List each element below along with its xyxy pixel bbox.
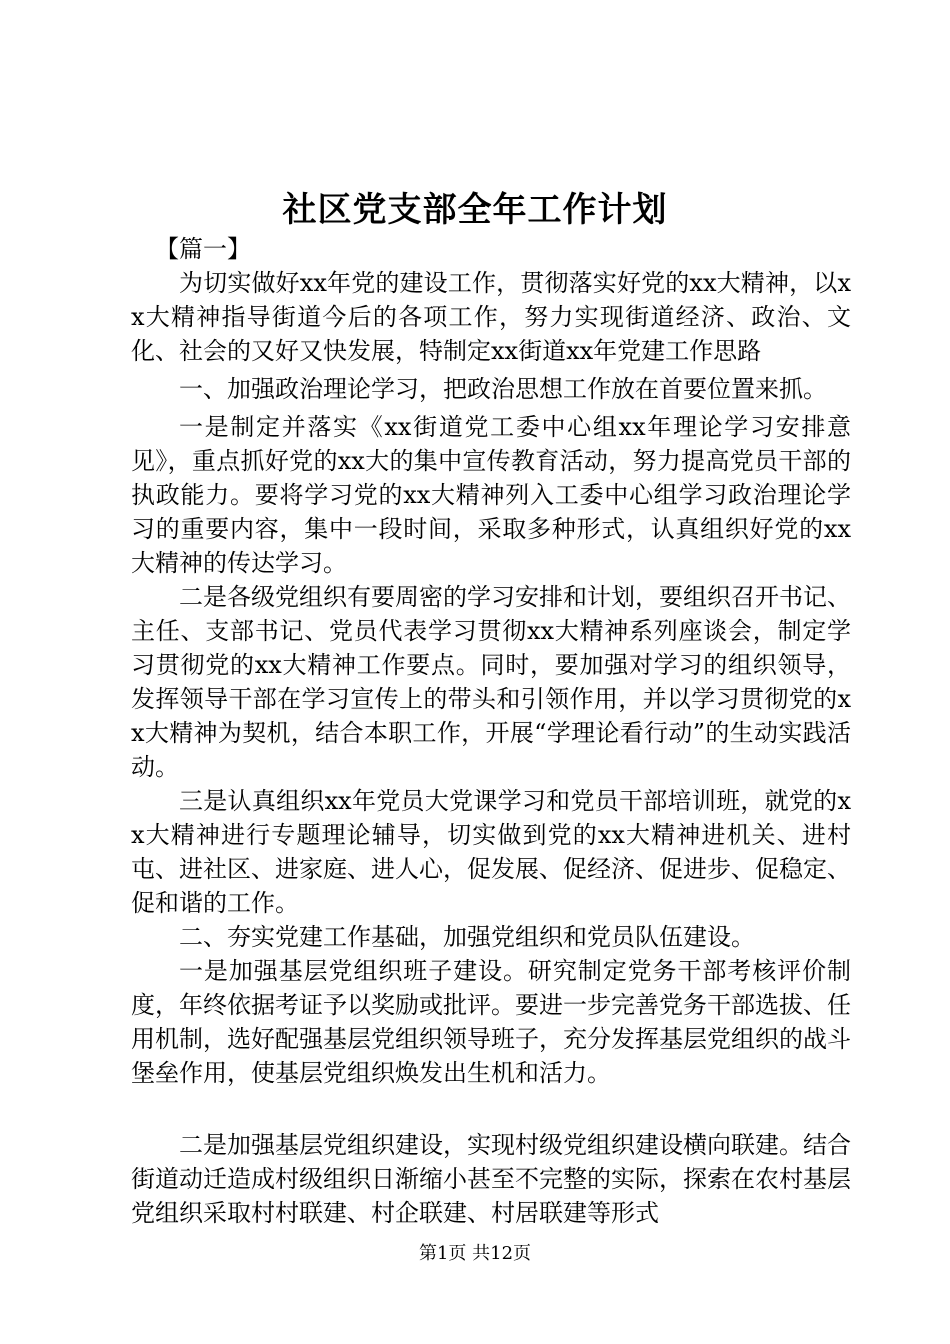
paragraph-point-2-2: 二是加强基层党组织建设，实现村级党组织建设横向联建。结合街道动迁造成村级组织日渐缩小甚至不完整的实际，探索在农村基层党组织采取村村联建、村企联建、村居联建等形式 — [131, 1131, 851, 1227]
page-footer: 第1页 共12页 — [418, 1243, 532, 1264]
paragraph-point-1-3: 三是认真组织xx年党员大党课学习和党员干部培训班，就党的xx大精神进行专题理论辅导，切实做到党的xx大精神进机关、进村屯、进社区、进家庭、进人心，促发展、促经济、促进步、促稳定、促和谐的工作。 — [131, 787, 851, 917]
paragraph-point-1-1: 一是制定并落实《xx街道党工委中心组xx年理论学习安排意见》，重点抓好党的xx大的集中宣传教育活动，努力提高党员干部的执政能力。要将学习党的xx大精神列入工委中心组学习政治理论学习的重要内容，集中一段时间，采取多种形式，认真组织好党的xx大精神的传达学习。 — [131, 413, 851, 577]
document-title: 社区党支部全年工作计划 — [282, 190, 668, 230]
section-label: 【篇一】 — [155, 235, 251, 263]
paragraph-heading-two: 二、夯实党建工作基础，加强党组织和党员队伍建设。 — [179, 923, 755, 951]
paragraph-heading-one: 一、加强政治理论学习，把政治思想工作放在首要位置来抓。 — [179, 375, 827, 403]
document-body — [131, 232, 851, 1230]
paragraph-point-2-1: 一是加强基层党组织班子建设。研究制定党务干部考核评价制度，年终依据考证予以奖励或批评。要进一步完善党务干部选拔、任用机制，选好配强基层党组织领导班子，充分发挥基层党组织的战斗堡垒作用，使基层党组织焕发出生机和活力。 — [131, 957, 851, 1087]
paragraph-point-1-2: 二是各级党组织有要周密的学习安排和计划，要组织召开书记、主任、支部书记、党员代表学习贯彻xx大精神系列座谈会，制定学习贯彻党的xx大精神工作要点。同时，要加强对学习的组织领导，发挥领导干部在学习宣传上的带头和引领作用，并以学习贯彻党的xx大精神为契机，结合本职工作，开展“学理论看行动”的生动实践活动。 — [131, 583, 851, 781]
paragraph-intro: 为切实做好xx年党的建设工作，贯彻落实好党的xx大精神，以xx大精神指导街道今后的各项工作，努力实现街道经济、政治、文化、社会的又好又快发展，特制定xx街道xx年党建工作思路 — [131, 269, 851, 365]
